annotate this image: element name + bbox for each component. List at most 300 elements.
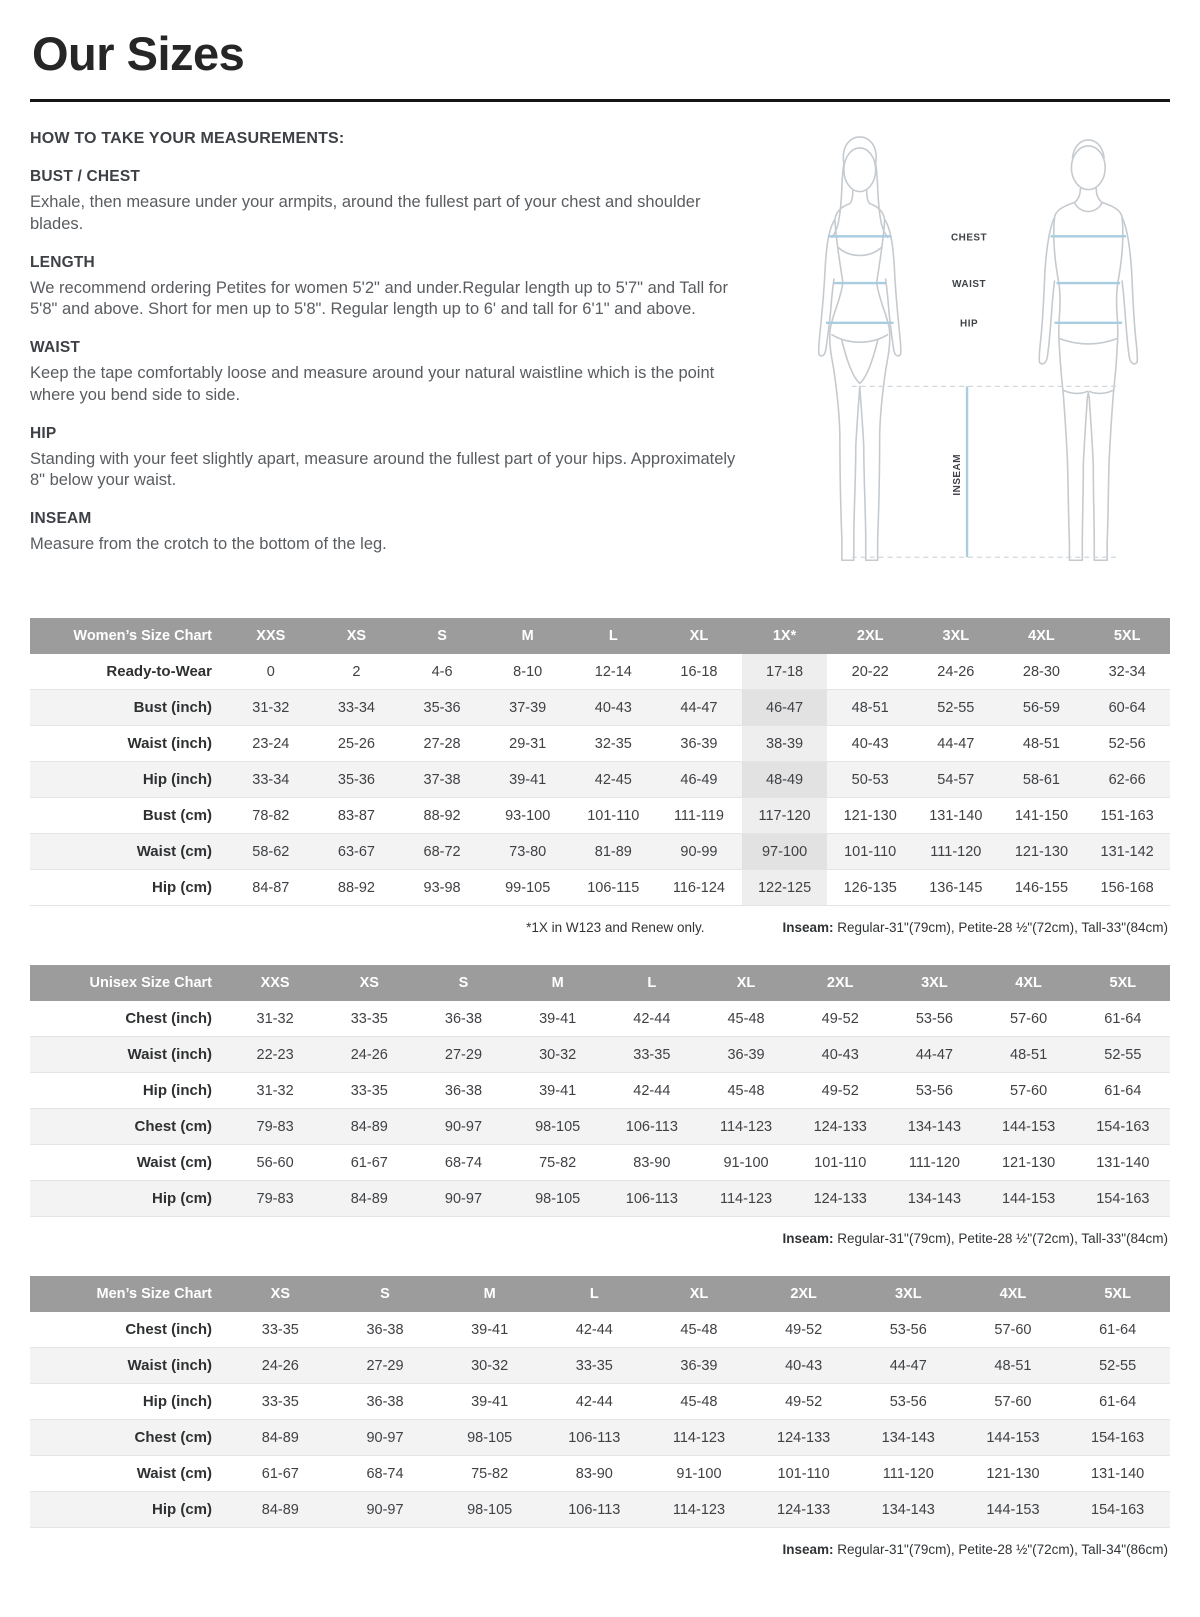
size-cell: 84-89	[261, 1501, 299, 1518]
size-cell: 12-14	[594, 663, 632, 680]
size-cell: 106-113	[568, 1429, 621, 1446]
size-cell: 28-30	[1022, 663, 1060, 680]
table-row	[30, 1037, 1170, 1073]
size-cell: 25-26	[337, 735, 375, 752]
size-table-block	[30, 618, 1170, 935]
table-title: Men’s Size Chart	[30, 1276, 228, 1312]
column-header: L	[571, 618, 657, 654]
size-cell: 54-57	[937, 771, 975, 788]
column-header: XS	[322, 965, 416, 1001]
top-section	[30, 130, 1170, 604]
column-header: 2XL	[751, 1276, 856, 1312]
size-cell: 40-43	[821, 1046, 859, 1063]
woman-swimsuit-top	[838, 247, 882, 255]
table-row	[30, 1384, 1170, 1420]
size-cell: 52-56	[1108, 735, 1146, 752]
size-cell: 154-163	[1091, 1429, 1145, 1446]
table-row	[30, 1073, 1170, 1109]
size-cell: 16-18	[680, 663, 718, 680]
column-header: XL	[699, 965, 793, 1001]
size-cell: 134-143	[881, 1429, 935, 1446]
size-cell: 141-150	[1014, 807, 1069, 824]
size-cell: 52-55	[937, 699, 975, 716]
size-cell: 45-48	[680, 1393, 718, 1410]
column-header: S	[416, 965, 510, 1001]
table-row	[30, 870, 1170, 906]
column-header: 1X*	[742, 618, 828, 654]
size-cell: 117-120	[742, 798, 828, 834]
row-label: Hip (cm)	[152, 1501, 212, 1518]
size-cell: 75-82	[471, 1465, 509, 1482]
size-cell: 151-163	[1100, 807, 1154, 824]
size-cell: 30-32	[471, 1357, 509, 1374]
diagram-labels	[951, 232, 987, 495]
size-cell: 106-113	[568, 1501, 621, 1518]
column-header: XS	[228, 1276, 333, 1312]
row-label: Bust (inch)	[133, 699, 212, 716]
size-cell: 101-110	[587, 807, 640, 824]
measurement-section-body: Keep the tape comfortably loose and measure around your natural waistline which is the point where you bend side to side.	[30, 364, 715, 404]
size-cell: 31-32	[252, 699, 290, 716]
size-cell: 32-34	[1108, 663, 1146, 680]
size-cell: 4-6	[431, 663, 453, 680]
size-cell: 39-41	[471, 1321, 509, 1338]
size-cell: 93-98	[423, 879, 461, 896]
size-cell: 98-105	[535, 1190, 581, 1207]
size-cell: 90-97	[444, 1118, 483, 1135]
size-cell: 57-60	[1010, 1082, 1048, 1099]
size-cell: 121-130	[986, 1465, 1040, 1482]
size-cell: 126-135	[843, 879, 897, 896]
size-cell: 33-35	[261, 1321, 299, 1338]
woman-head	[844, 148, 876, 192]
size-cell: 49-52	[785, 1321, 823, 1338]
size-cell: 111-120	[882, 1465, 934, 1482]
size-cell: 144-153	[986, 1501, 1040, 1518]
body-measurement-illustration	[790, 132, 1168, 599]
size-cell: 131-140	[1096, 1154, 1150, 1171]
table-row	[30, 1109, 1170, 1145]
size-cell: 111-120	[930, 843, 982, 860]
footnote-bold-prefix: Inseam:	[782, 1231, 838, 1246]
size-cell: 114-123	[672, 1501, 726, 1518]
row-label: Waist (cm)	[136, 843, 212, 860]
measurement-section-body: Exhale, then measure under your armpits, around the fullest part of your chest and shoulder blades.	[30, 193, 701, 233]
size-cell: 36-39	[680, 735, 718, 752]
size-cell: 68-74	[444, 1154, 483, 1171]
title-divider	[30, 99, 1170, 102]
size-cell: 52-55	[1099, 1357, 1137, 1374]
row-label: Chest (cm)	[134, 1429, 212, 1446]
size-cell: 73-80	[509, 843, 547, 860]
size-cell: 83-90	[575, 1465, 613, 1482]
size-cell: 44-47	[889, 1357, 927, 1374]
size-cell: 40-43	[594, 699, 632, 716]
size-cell: 114-123	[719, 1118, 773, 1135]
table-footnotes	[30, 1231, 1168, 1246]
column-header: 5XL	[1076, 965, 1170, 1001]
size-cell: 57-60	[994, 1393, 1032, 1410]
measurement-section-body: Standing with your feet slightly apart, measure around the fullest part of your hips. Approximately 8" below your waist.	[30, 449, 736, 490]
column-header: 5XL	[1065, 1276, 1170, 1312]
size-cell: 88-92	[423, 807, 461, 824]
size-cell: 144-153	[1001, 1190, 1056, 1207]
size-cell: 27-29	[366, 1357, 404, 1374]
row-label: Waist (inch)	[127, 1046, 212, 1063]
size-cell: 48-49	[742, 762, 828, 798]
size-cell: 101-110	[844, 843, 897, 860]
size-cell: 60-64	[1108, 699, 1146, 716]
size-cell: 36-39	[727, 1046, 765, 1063]
size-cell: 46-47	[742, 690, 828, 726]
size-cell: 30-32	[539, 1046, 577, 1063]
waist-label: WAIST	[952, 279, 987, 291]
size-cell: 90-97	[444, 1190, 483, 1207]
size-cell: 114-123	[719, 1190, 773, 1207]
size-cell: 106-115	[587, 879, 640, 896]
column-header: 2XL	[827, 618, 913, 654]
table-row	[30, 762, 1170, 798]
size-cell: 90-99	[680, 843, 718, 860]
table-row	[30, 1001, 1170, 1037]
size-cell: 32-35	[594, 735, 632, 752]
size-cell: 154-163	[1096, 1190, 1150, 1207]
size-cell: 111-120	[908, 1154, 960, 1171]
measurement-instructions	[30, 130, 790, 574]
woman-hair	[832, 137, 888, 237]
table-row	[30, 1181, 1170, 1217]
table-row	[30, 1348, 1170, 1384]
row-label: Hip (inch)	[142, 771, 212, 788]
size-cell: 42-45	[594, 771, 632, 788]
row-label: Waist (cm)	[136, 1154, 212, 1171]
size-cell: 134-143	[907, 1118, 962, 1135]
table-row	[30, 798, 1170, 834]
table-row	[30, 1312, 1170, 1348]
size-cell: 36-39	[680, 1357, 718, 1374]
table-header-row	[30, 1276, 1170, 1312]
size-cell: 62-66	[1108, 771, 1146, 788]
size-cell: 156-168	[1100, 879, 1154, 896]
column-header: M	[437, 1276, 542, 1312]
table-header-row	[30, 618, 1170, 654]
table-row	[30, 834, 1170, 870]
size-cell: 101-110	[777, 1465, 830, 1482]
size-table	[30, 1276, 1170, 1528]
size-cell: 81-89	[594, 843, 632, 860]
size-cell: 121-130	[1014, 843, 1069, 860]
measurement-section	[30, 510, 754, 556]
measurement-diagram	[790, 130, 1168, 604]
size-cell: 61-64	[1104, 1010, 1142, 1027]
size-cell: 98-105	[467, 1429, 513, 1446]
size-cell: 124-133	[777, 1501, 831, 1518]
size-cell: 17-18	[742, 654, 828, 690]
size-cell: 57-60	[1010, 1010, 1048, 1027]
size-cell: 61-64	[1104, 1082, 1142, 1099]
size-cell: 45-48	[727, 1082, 765, 1099]
row-label: Waist (cm)	[136, 1465, 212, 1482]
size-cell: 134-143	[907, 1190, 962, 1207]
footnote: Inseam: Regular-31"(79cm), Petite-28 ½"(72cm), Tall-34"(86cm)	[782, 1542, 1168, 1557]
table-row	[30, 1492, 1170, 1528]
size-cell: 91-100	[676, 1465, 722, 1482]
size-cell: 53-56	[889, 1321, 927, 1338]
size-cell: 79-83	[256, 1118, 294, 1135]
size-cell: 33-35	[633, 1046, 671, 1063]
row-label: Ready-to-Wear	[106, 663, 212, 680]
row-label: Hip (cm)	[152, 1190, 212, 1207]
measurement-section	[30, 254, 754, 322]
size-cell: 56-59	[1022, 699, 1060, 716]
size-cell: 99-105	[505, 879, 551, 896]
table-footnotes	[30, 920, 1168, 935]
measurement-section-heading: INSEAM	[30, 510, 92, 528]
size-cell: 45-48	[727, 1010, 765, 1027]
size-cell: 84-89	[350, 1190, 388, 1207]
size-cell: 33-35	[575, 1357, 613, 1374]
size-cell: 93-100	[505, 807, 551, 824]
size-cell: 53-56	[915, 1082, 953, 1099]
row-label: Chest (cm)	[134, 1118, 212, 1135]
column-header: XL	[656, 618, 742, 654]
row-label: Chest (inch)	[125, 1321, 212, 1338]
size-cell: 98-105	[467, 1501, 513, 1518]
row-label: Hip (cm)	[152, 879, 212, 896]
page-title: Our Sizes	[32, 27, 245, 80]
size-cell: 131-142	[1100, 843, 1154, 860]
measurement-section-heading: HIP	[30, 424, 57, 442]
size-table-block	[30, 1276, 1170, 1557]
woman-neck	[850, 191, 870, 204]
woman-swimsuit-bottom	[832, 335, 888, 384]
size-cell: 22-23	[256, 1046, 294, 1063]
column-header: M	[485, 618, 571, 654]
size-cell: 36-38	[366, 1393, 404, 1410]
column-header: 4XL	[999, 618, 1085, 654]
size-cell: 101-110	[814, 1154, 867, 1171]
size-cell: 33-35	[261, 1393, 299, 1410]
chest-label: CHEST	[951, 232, 988, 244]
size-cell: 49-52	[821, 1082, 859, 1099]
column-header: 3XL	[913, 618, 999, 654]
size-cell: 23-24	[252, 735, 290, 752]
size-cell: 48-51	[851, 699, 889, 716]
size-cell: 106-113	[625, 1118, 678, 1135]
size-cell: 36-38	[366, 1321, 404, 1338]
table-footnotes	[30, 1542, 1168, 1557]
size-cell: 36-38	[444, 1010, 483, 1027]
table-header-row	[30, 965, 1170, 1001]
column-header: S	[399, 618, 485, 654]
size-cell: 40-43	[785, 1357, 823, 1374]
hip-label: HIP	[960, 318, 979, 330]
size-cell: 48-51	[1022, 735, 1060, 752]
size-cell: 27-28	[423, 735, 461, 752]
woman-body	[830, 204, 890, 561]
size-table	[30, 965, 1170, 1217]
size-table-block	[30, 965, 1170, 1246]
footnote: Inseam: Regular-31"(79cm), Petite-28 ½"(72cm), Tall-33"(84cm)	[782, 920, 1168, 935]
size-cell: 97-100	[742, 834, 828, 870]
size-cell: 57-60	[994, 1321, 1032, 1338]
man-right-arm	[1122, 217, 1137, 363]
size-cell: 88-92	[337, 879, 375, 896]
size-cell: 49-52	[821, 1010, 859, 1027]
size-tables	[30, 618, 1170, 1557]
table-row	[30, 654, 1170, 690]
size-cell: 50-53	[851, 771, 889, 788]
size-cell: 46-49	[680, 771, 718, 788]
size-cell: 39-41	[539, 1010, 577, 1027]
column-header: L	[605, 965, 699, 1001]
size-cell: 154-163	[1096, 1118, 1150, 1135]
size-cell: 79-83	[256, 1190, 294, 1207]
size-cell: 68-72	[423, 843, 461, 860]
size-cell: 68-74	[366, 1465, 404, 1482]
row-label: Bust (cm)	[142, 807, 212, 824]
column-header: 5XL	[1084, 618, 1170, 654]
how-to-heading: HOW TO TAKE YOUR MEASUREMENTS:	[30, 130, 345, 147]
size-cell: 39-41	[471, 1393, 509, 1410]
measurement-section-heading: WAIST	[30, 339, 81, 357]
column-header: XL	[647, 1276, 752, 1312]
table-row	[30, 690, 1170, 726]
size-cell: 90-97	[366, 1501, 404, 1518]
table-row	[30, 1420, 1170, 1456]
size-cell: 131-140	[929, 807, 983, 824]
size-cell: 48-51	[1010, 1046, 1048, 1063]
size-cell: 84-89	[261, 1429, 299, 1446]
size-cell: 114-123	[672, 1429, 726, 1446]
size-cell: 131-140	[1091, 1465, 1145, 1482]
size-cell: 53-56	[889, 1393, 927, 1410]
size-cell: 37-39	[509, 699, 547, 716]
size-cell: 124-133	[813, 1118, 867, 1135]
size-cell: 144-153	[1001, 1118, 1056, 1135]
table-title: Unisex Size Chart	[30, 965, 228, 1001]
row-label: Hip (inch)	[142, 1393, 212, 1410]
size-cell: 154-163	[1091, 1501, 1145, 1518]
column-header: XXS	[228, 618, 314, 654]
table-title: Women’s Size Chart	[30, 618, 228, 654]
size-cell: 39-41	[509, 771, 547, 788]
size-cell: 53-56	[915, 1010, 953, 1027]
size-cell: 111-119	[673, 807, 724, 824]
size-cell: 48-51	[994, 1357, 1032, 1374]
size-cell: 24-26	[937, 663, 975, 680]
size-cell: 98-105	[535, 1118, 581, 1135]
size-cell: 83-87	[337, 807, 375, 824]
size-cell: 0	[266, 663, 275, 680]
measurement-section	[30, 425, 754, 493]
size-cell: 33-34	[337, 699, 375, 716]
size-cell: 33-35	[350, 1010, 388, 1027]
measurement-section	[30, 168, 754, 236]
size-cell: 136-145	[929, 879, 983, 896]
column-header: XXS	[228, 965, 322, 1001]
row-label: Waist (inch)	[127, 735, 212, 752]
column-header: 3XL	[856, 1276, 961, 1312]
man-head	[1071, 146, 1105, 190]
size-cell: 33-34	[252, 771, 290, 788]
inseam-label: INSEAM	[952, 454, 964, 496]
footnote: Inseam: Regular-31"(79cm), Petite-28 ½"(72cm), Tall-33"(84cm)	[782, 1231, 1168, 1246]
size-cell: 144-153	[986, 1429, 1040, 1446]
man-left-arm	[1039, 217, 1054, 363]
guide-dashes	[852, 386, 1120, 557]
size-cell: 44-47	[680, 699, 718, 716]
size-cell: 33-35	[350, 1082, 388, 1099]
size-cell: 42-44	[575, 1393, 613, 1410]
size-cell: 24-26	[261, 1357, 299, 1374]
size-cell: 8-10	[513, 663, 543, 680]
row-label: Waist (inch)	[127, 1357, 212, 1374]
measurement-section	[30, 339, 754, 407]
table-row	[30, 1145, 1170, 1181]
size-cell: 35-36	[423, 699, 461, 716]
size-cell: 42-44	[633, 1082, 671, 1099]
size-cell: 91-100	[723, 1154, 769, 1171]
size-cell: 20-22	[851, 663, 889, 680]
man-hair	[1072, 140, 1104, 158]
size-cell: 75-82	[539, 1154, 577, 1171]
size-cell: 40-43	[851, 735, 889, 752]
size-cell: 37-38	[423, 771, 461, 788]
size-cell: 90-97	[366, 1429, 404, 1446]
size-cell: 44-47	[915, 1046, 953, 1063]
column-header: XS	[314, 618, 400, 654]
size-cell: 146-155	[1014, 879, 1069, 896]
size-cell: 78-82	[252, 807, 290, 824]
size-cell: 61-67	[261, 1465, 299, 1482]
size-cell: 84-89	[350, 1118, 388, 1135]
column-header: S	[333, 1276, 438, 1312]
man-neck	[1074, 189, 1102, 203]
size-cell: 116-124	[672, 879, 725, 896]
size-cell: 58-62	[252, 843, 290, 860]
figure-outlines	[819, 137, 1138, 560]
size-cell: 106-113	[625, 1190, 678, 1207]
size-cell: 61-67	[350, 1154, 388, 1171]
size-cell: 121-130	[843, 807, 897, 824]
size-cell: 124-133	[813, 1190, 867, 1207]
footnote-bold-prefix: Inseam:	[782, 920, 838, 935]
row-label: Hip (inch)	[142, 1082, 212, 1099]
size-cell: 44-47	[937, 735, 975, 752]
size-cell: 61-64	[1099, 1321, 1137, 1338]
column-header: 4XL	[961, 1276, 1066, 1312]
size-cell: 24-26	[350, 1046, 388, 1063]
size-cell: 63-67	[337, 843, 375, 860]
size-cell: 42-44	[575, 1321, 613, 1338]
table-row	[30, 726, 1170, 762]
size-cell: 29-31	[509, 735, 547, 752]
size-cell: 124-133	[777, 1429, 831, 1446]
size-cell: 38-39	[742, 726, 828, 762]
size-cell: 39-41	[539, 1082, 577, 1099]
size-cell: 36-38	[444, 1082, 483, 1099]
size-cell: 121-130	[1001, 1154, 1056, 1171]
size-cell: 49-52	[785, 1393, 823, 1410]
table-row	[30, 1456, 1170, 1492]
size-cell: 35-36	[337, 771, 375, 788]
column-header: 3XL	[887, 965, 981, 1001]
footnote: *1X in W123 and Renew only.	[526, 920, 705, 935]
column-header: 2XL	[793, 965, 887, 1001]
measurement-section-body: We recommend ordering Petites for women 5'2" and under.Regular length up to 5'7" and Tall for 5'8" and above. Short for men up to 5'8". Regular length up to 6' and tall for 6'1" and above.	[30, 278, 728, 319]
man-body	[1054, 203, 1123, 561]
